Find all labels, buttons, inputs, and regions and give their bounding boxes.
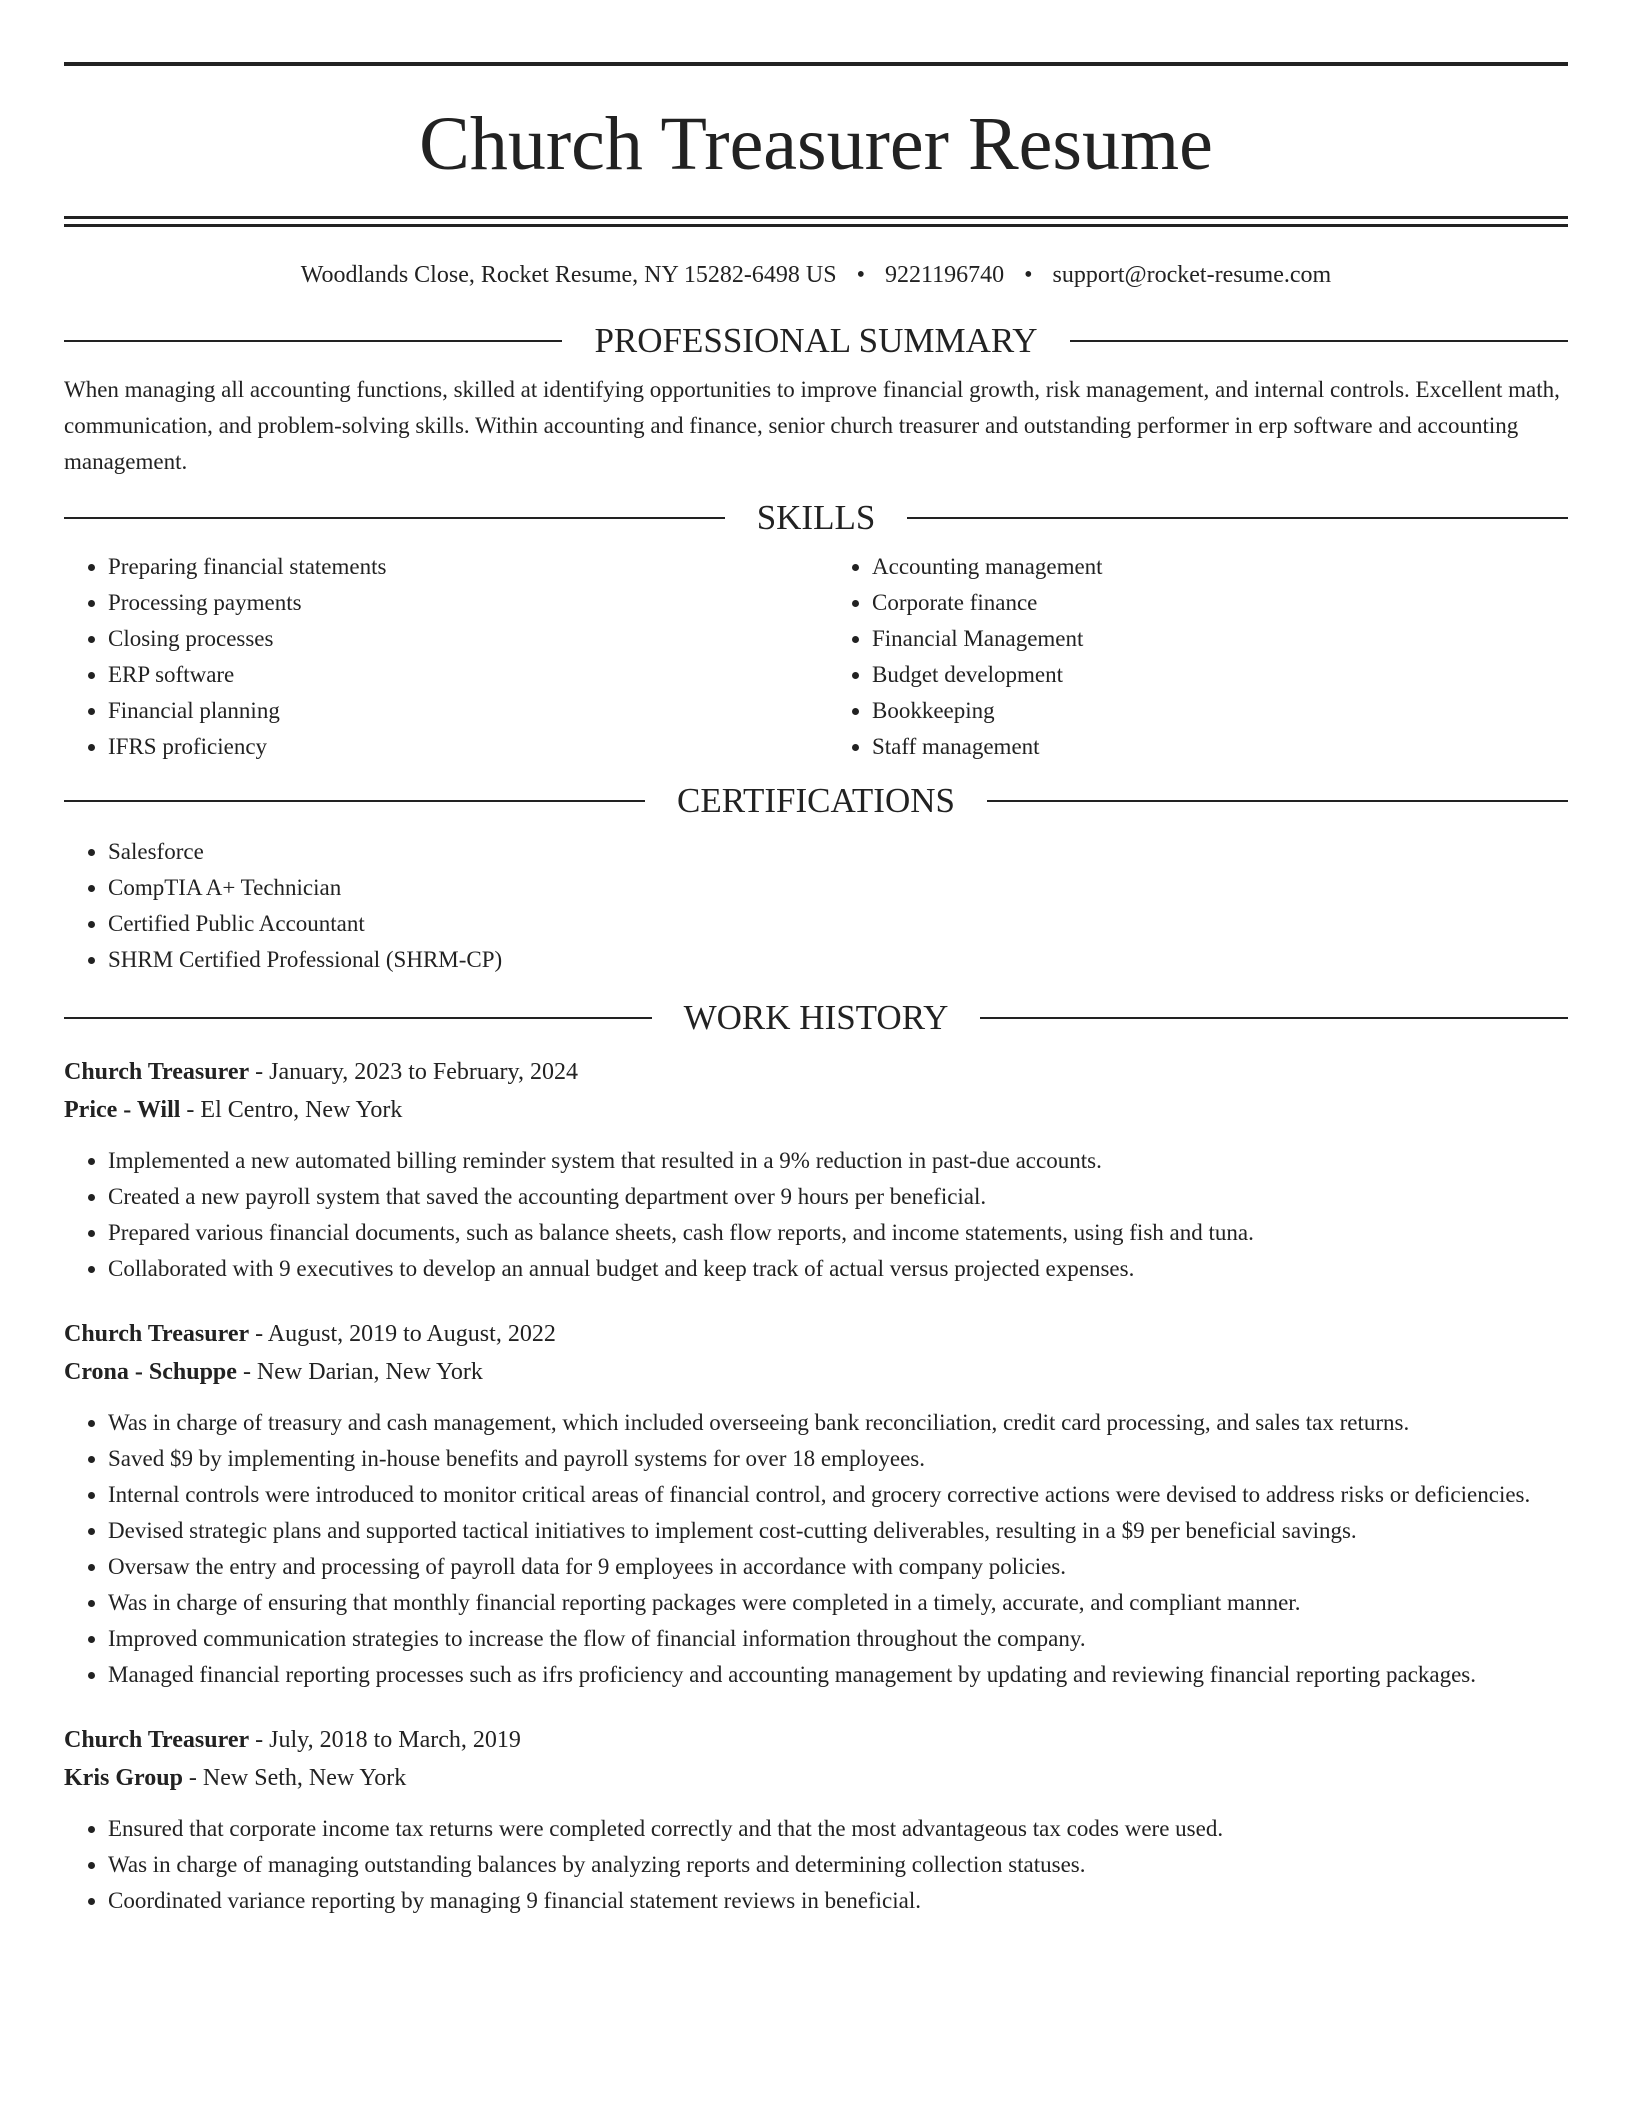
certifications-section-header [64,783,1568,818]
skills-heading: SKILLS [756,498,876,537]
job-bullets [64,1405,1568,1693]
job-dates: - January, 2023 to February, 2024 [249,1059,578,1085]
job-bullet: • Saved $9 by implementing in-house benefits and payroll systems for over 18 employees. [108,1441,1568,1477]
contact-line [64,263,1568,287]
certifications-list [64,834,1568,978]
job-bullets [64,1811,1568,1919]
title-double-rule [64,216,1568,227]
skill-item: • Closing processes [108,621,816,657]
skills-column-left [64,549,816,765]
job-bullet: • Managed financial reporting processes such as ifrs proficiency and accounting management by updating and reviewing financial reporting packages. [108,1657,1568,1693]
skill-item: • Corporate finance [872,585,1568,621]
job-bullet: • Was in charge of managing outstanding balances by analyzing reports and determining collection statuses. [108,1847,1568,1883]
job-title-line [64,1721,1568,1759]
contact-separator: • [856,262,865,288]
job-entry [64,1053,1568,1287]
job-entry [64,1315,1568,1693]
job-bullet: • Oversaw the entry and processing of payroll data for 9 employees in accordance with company policies. [108,1549,1568,1585]
skills-list [64,549,1568,765]
certification-item: • SHRM Certified Professional (SHRM-CP) [108,942,1568,978]
job-bullet: • Devised strategic plans and supported tactical initiatives to implement cost-cutting deliverables, resulting in a $9 per beneficial savings. [108,1513,1568,1549]
job-bullet: • Ensured that corporate income tax returns were completed correctly and that the most advantageous tax codes were used. [108,1811,1568,1847]
certifications-heading: CERTIFICATIONS [677,781,955,820]
skill-item: • Accounting management [872,549,1568,585]
job-location: - New Darian, New York [236,1359,483,1385]
skills-section-header [64,500,1568,535]
skill-item: • ERP software [108,657,816,693]
job-bullet: • Internal controls were introduced to monitor critical areas of financial control, and grocery corrective actions were devised to address risks or deficiencies. [108,1477,1568,1513]
job-bullet: • Was in charge of treasury and cash management, which included overseeing bank reconciliation, credit card processing, and sales tax returns. [108,1405,1568,1441]
summary-section-header [64,323,1568,358]
skill-item: • Processing payments [108,585,816,621]
job-bullet: • Implemented a new automated billing reminder system that resulted in a 9% reduction in past-due accounts. [108,1143,1568,1179]
job-bullet: • Improved communication strategies to increase the flow of financial information throughout the company. [108,1621,1568,1657]
job-company: Kris Group [64,1765,183,1791]
contact-separator: • [1024,262,1033,288]
certification-item: • CompTIA A+ Technician [108,870,1568,906]
section-rule [64,800,645,802]
job-company-line [64,1353,1568,1391]
summary-text: When managing all accounting functions, skilled at identifying opportunities to improve financial growth, risk management, and internal controls. Excellent math, communication, and problem-solving skills. Within accounting and finance, senior church treasurer and outstanding performer in erp software and accounting management. [64,377,1560,474]
contact-email: support@rocket-resume.com [1052,262,1332,288]
section-rule [987,800,1568,802]
job-title-line [64,1053,1568,1091]
section-rule [1070,340,1568,342]
top-rule [64,62,1568,66]
job-bullet: • Created a new payroll system that saved the accounting department over 9 hours per beneficial. [108,1179,1568,1215]
job-dates: - July, 2018 to March, 2019 [249,1727,521,1753]
job-company-line [64,1759,1568,1797]
job-bullet: • Collaborated with 9 executives to develop an annual budget and keep track of actual versus projected expenses. [108,1251,1568,1287]
skill-item: • Preparing financial statements [108,549,816,585]
job-location: - El Centro, New York [180,1097,403,1123]
work-section-header [64,1000,1568,1035]
job-title: Church Treasurer [64,1321,250,1347]
certification-item: • Certified Public Accountant [108,906,1568,942]
job-location: - New Seth, New York [182,1765,407,1791]
job-company: Price - Will [64,1097,181,1123]
certification-item: • Salesforce [108,834,1568,870]
job-title: Church Treasurer [64,1059,250,1085]
skill-item: • Financial planning [108,693,816,729]
skill-item: • IFRS proficiency [108,729,816,765]
skill-item: • Financial Management [872,621,1568,657]
section-rule [980,1017,1568,1019]
job-bullet: • Coordinated variance reporting by managing 9 financial statement reviews in beneficial. [108,1883,1568,1919]
contact-phone: 9221196740 [885,262,1005,288]
section-rule [64,1017,652,1019]
job-bullets [64,1143,1568,1287]
section-rule [907,517,1568,519]
contact-address: Woodlands Close, Rocket Resume, NY 15282-6498 US [300,262,837,288]
resume-title: Church Treasurer Resume [419,102,1213,186]
skill-item: • Bookkeeping [872,693,1568,729]
job-bullet: • Was in charge of ensuring that monthly financial reporting packages were completed in a timely, accurate, and compliant manner. [108,1585,1568,1621]
job-entry [64,1721,1568,1919]
section-rule [64,340,562,342]
work-heading: WORK HISTORY [683,998,949,1037]
job-title-line [64,1315,1568,1353]
skills-column-right [816,549,1568,765]
skill-item: • Staff management [872,729,1568,765]
skill-item: • Budget development [872,657,1568,693]
summary-heading: PROFESSIONAL SUMMARY [594,321,1038,360]
job-company: Crona - Schuppe [64,1359,237,1385]
section-rule [64,517,725,519]
job-bullet: • Prepared various financial documents, such as balance sheets, cash flow reports, and income statements, using fish and tuna. [108,1215,1568,1251]
job-title: Church Treasurer [64,1727,250,1753]
job-dates: - August, 2019 to August, 2022 [249,1321,556,1347]
job-company-line [64,1091,1568,1129]
